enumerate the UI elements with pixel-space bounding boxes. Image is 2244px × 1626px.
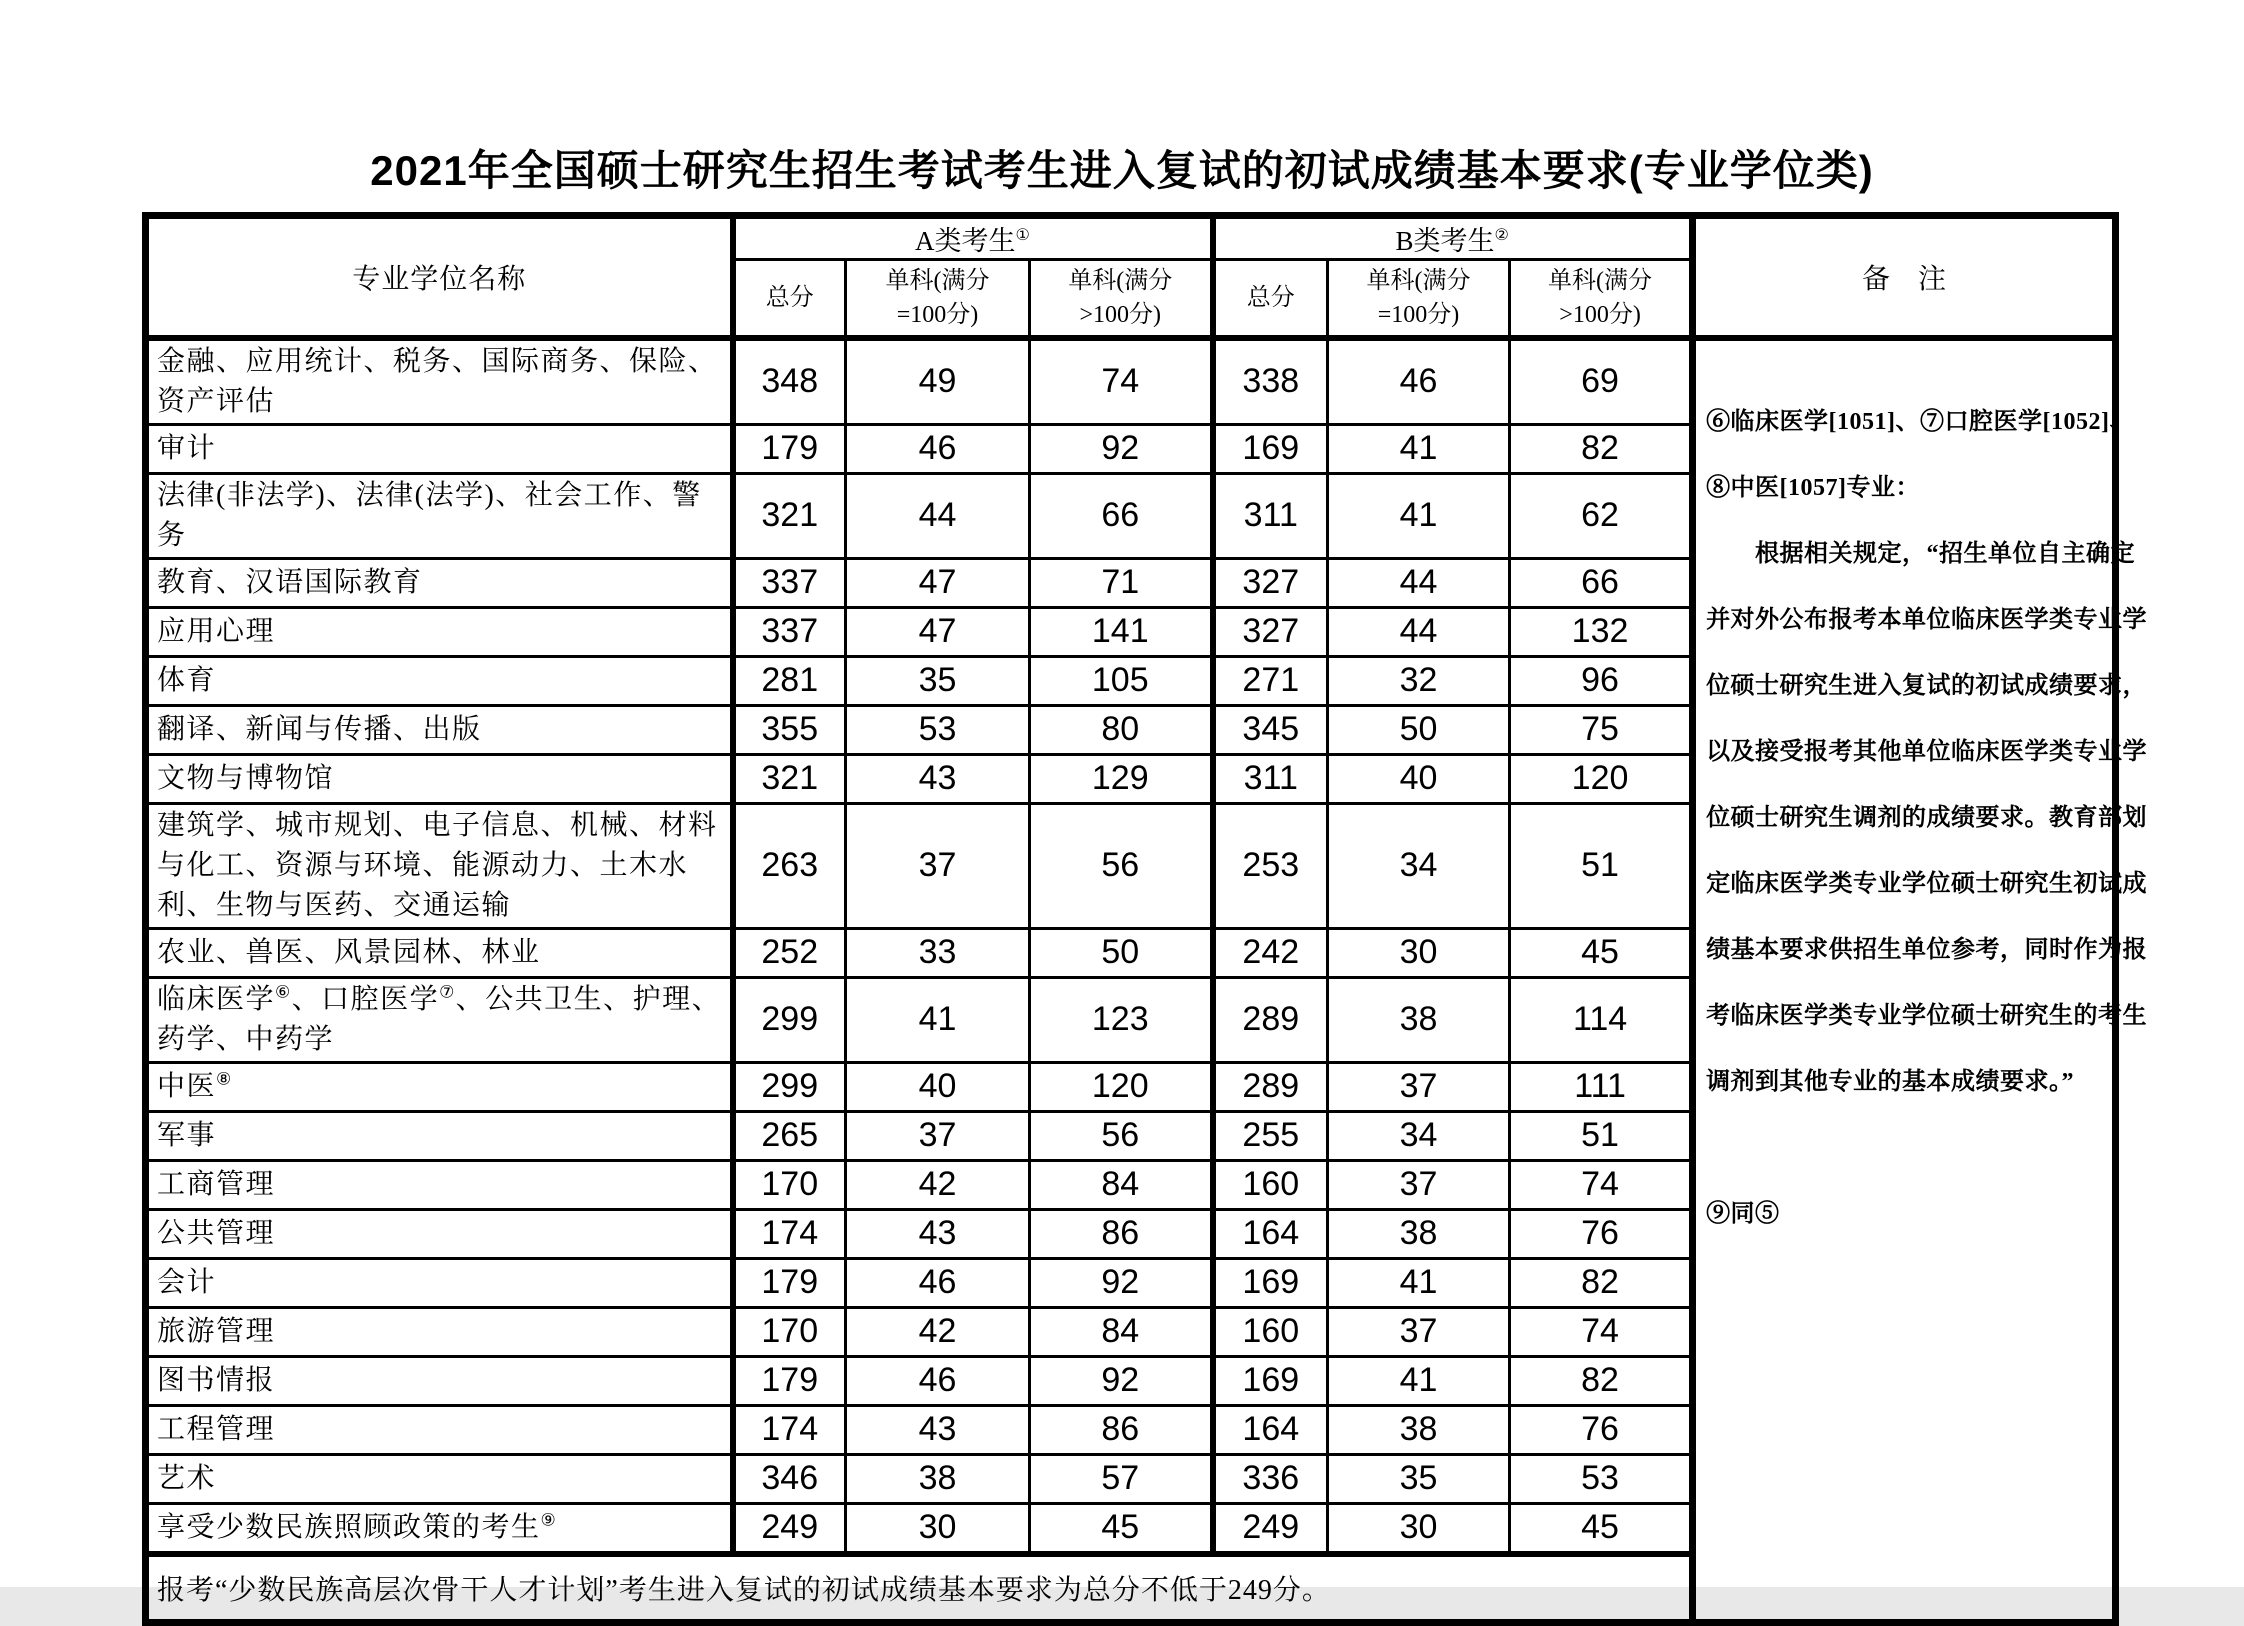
score-cell: 50 xyxy=(1328,705,1510,754)
score-cell: 336 xyxy=(1213,1454,1328,1503)
score-cell: 80 xyxy=(1030,705,1213,754)
remark-line: 考临床医学类专业学位硕士研究生的考生 xyxy=(1706,1002,2148,1029)
score-cell: 346 xyxy=(733,1454,846,1503)
score-cell: 66 xyxy=(1510,558,1693,607)
score-cell: 45 xyxy=(1510,1503,1693,1554)
score-cell: 164 xyxy=(1213,1405,1328,1454)
score-cell: 38 xyxy=(1328,977,1510,1062)
degree-name-cell: 工程管理 xyxy=(146,1405,733,1454)
score-cell: 41 xyxy=(1328,1258,1510,1307)
score-cell: 92 xyxy=(1030,1258,1213,1307)
score-cell: 42 xyxy=(846,1160,1030,1209)
remark-line: 并对外公布报考本单位临床医学类专业学 xyxy=(1706,606,2148,633)
score-cell: 37 xyxy=(1328,1307,1510,1356)
header-single-eq100-a: 单科(满分 =100分) xyxy=(846,260,1030,338)
remark-line: 以及接受报考其他单位临床医学类专业学 xyxy=(1706,738,2148,765)
score-cell: 263 xyxy=(733,803,846,928)
score-cell: 86 xyxy=(1030,1209,1213,1258)
score-cell: 255 xyxy=(1213,1111,1328,1160)
score-cell: 37 xyxy=(1328,1062,1510,1111)
score-cell: 299 xyxy=(733,977,846,1062)
score-cell: 129 xyxy=(1030,754,1213,803)
score-cell: 345 xyxy=(1213,705,1328,754)
score-cell: 44 xyxy=(1328,558,1510,607)
degree-name-cell: 公共管理 xyxy=(146,1209,733,1258)
score-cell: 179 xyxy=(733,1258,846,1307)
header-remarks: 备 注 xyxy=(1693,216,2116,338)
score-cell: 30 xyxy=(846,1503,1030,1554)
remarks-cell xyxy=(1693,338,2148,1623)
score-cell: 170 xyxy=(733,1160,846,1209)
score-cell: 66 xyxy=(1030,473,1213,558)
score-cell: 33 xyxy=(846,928,1030,977)
score-cell: 311 xyxy=(1213,473,1328,558)
score-cell: 41 xyxy=(1328,473,1510,558)
degree-name-cell: 审计 xyxy=(146,424,733,473)
score-cell: 46 xyxy=(1328,338,1510,425)
score-cell: 170 xyxy=(733,1307,846,1356)
score-cell: 43 xyxy=(846,1209,1030,1258)
score-cell: 249 xyxy=(733,1503,846,1554)
degree-name-cell: 法律(非法学)、法律(法学)、社会工作、警务 xyxy=(146,473,733,558)
score-cell: 53 xyxy=(1510,1454,1693,1503)
score-cell: 56 xyxy=(1030,1111,1213,1160)
score-cell: 51 xyxy=(1510,803,1693,928)
score-cell: 120 xyxy=(1030,1062,1213,1111)
score-cell: 71 xyxy=(1030,558,1213,607)
score-cell: 321 xyxy=(733,473,846,558)
score-cell: 34 xyxy=(1328,1111,1510,1160)
score-cell: 43 xyxy=(846,1405,1030,1454)
degree-name-cell: 中医⑧ xyxy=(146,1062,733,1111)
degree-name-cell: 会计 xyxy=(146,1258,733,1307)
score-cell: 76 xyxy=(1510,1209,1693,1258)
score-cell: 49 xyxy=(846,338,1030,425)
score-cell: 50 xyxy=(1030,928,1213,977)
header-group-a: A类考生① xyxy=(733,216,1213,260)
score-cell: 37 xyxy=(846,1111,1030,1160)
score-cell: 43 xyxy=(846,754,1030,803)
score-cell: 35 xyxy=(846,656,1030,705)
score-cell: 169 xyxy=(1213,1356,1328,1405)
score-cell: 160 xyxy=(1213,1160,1328,1209)
footer-note: 报考“少数民族高层次骨干人才计划”考生进入复试的初试成绩基本要求为总分不低于249分。 xyxy=(146,1554,1693,1623)
score-cell: 160 xyxy=(1213,1307,1328,1356)
score-cell: 82 xyxy=(1510,1258,1693,1307)
score-cell: 45 xyxy=(1510,928,1693,977)
score-cell: 47 xyxy=(846,558,1030,607)
score-cell: 34 xyxy=(1328,803,1510,928)
score-cell: 169 xyxy=(1213,424,1328,473)
score-cell: 32 xyxy=(1328,656,1510,705)
score-cell: 40 xyxy=(1328,754,1510,803)
degree-name-cell: 应用心理 xyxy=(146,607,733,656)
score-cell: 37 xyxy=(846,803,1030,928)
score-cell: 74 xyxy=(1510,1307,1693,1356)
score-cell: 289 xyxy=(1213,1062,1328,1111)
score-cell: 123 xyxy=(1030,977,1213,1062)
score-cell: 47 xyxy=(846,607,1030,656)
remark-line: 调剂到其他专业的基本成绩要求。” xyxy=(1706,1068,2075,1095)
score-cell: 105 xyxy=(1030,656,1213,705)
score-cell: 53 xyxy=(846,705,1030,754)
score-cell: 69 xyxy=(1510,338,1693,425)
score-cell: 92 xyxy=(1030,1356,1213,1405)
score-cell: 327 xyxy=(1213,607,1328,656)
score-cell: 96 xyxy=(1510,656,1693,705)
score-cell: 242 xyxy=(1213,928,1328,977)
score-cell: 57 xyxy=(1030,1454,1213,1503)
degree-name-cell: 旅游管理 xyxy=(146,1307,733,1356)
score-cell: 44 xyxy=(846,473,1030,558)
score-cell: 132 xyxy=(1510,607,1693,656)
header-single-eq100-b: 单科(满分 =100分) xyxy=(1328,260,1510,338)
header-total-a: 总分 xyxy=(733,260,846,338)
score-cell: 37 xyxy=(1328,1160,1510,1209)
score-cell: 141 xyxy=(1030,607,1213,656)
score-cell: 179 xyxy=(733,1356,846,1405)
degree-name-cell: 翻译、新闻与传播、出版 xyxy=(146,705,733,754)
score-cell: 62 xyxy=(1510,473,1693,558)
header-degree-name: 专业学位名称 xyxy=(146,216,733,338)
score-cell: 253 xyxy=(1213,803,1328,928)
table-row xyxy=(146,338,2116,425)
score-cell: 289 xyxy=(1213,977,1328,1062)
score-cell: 337 xyxy=(733,558,846,607)
score-cell: 41 xyxy=(846,977,1030,1062)
score-cell: 44 xyxy=(1328,607,1510,656)
score-cell: 164 xyxy=(1213,1209,1328,1258)
degree-name-cell: 工商管理 xyxy=(146,1160,733,1209)
score-cell: 46 xyxy=(846,1258,1030,1307)
score-cell: 38 xyxy=(1328,1209,1510,1258)
remark-line: 绩基本要求供招生单位参考，同时作为报 xyxy=(1706,936,2148,963)
score-cell: 120 xyxy=(1510,754,1693,803)
remark-line: ⑧中医[1057]专业： xyxy=(1706,474,1921,501)
score-cell: 30 xyxy=(1328,928,1510,977)
score-cell: 271 xyxy=(1213,656,1328,705)
score-cell: 84 xyxy=(1030,1307,1213,1356)
degree-name-cell: 临床医学⑥、口腔医学⑦、公共卫生、护理、药学、中药学 xyxy=(146,977,733,1062)
page-title: 2021年全国硕士研究生招生考试考生进入复试的初试成绩基本要求(专业学位类) xyxy=(370,147,1874,194)
header-single-gt100-b: 单科(满分 >100分) xyxy=(1510,260,1693,338)
header-single-gt100-a: 单科(满分 >100分) xyxy=(1030,260,1213,338)
degree-name-cell: 军事 xyxy=(146,1111,733,1160)
score-cell: 338 xyxy=(1213,338,1328,425)
score-cell: 321 xyxy=(733,754,846,803)
score-cell: 75 xyxy=(1510,705,1693,754)
degree-name-cell: 金融、应用统计、税务、国际商务、保险、资产评估 xyxy=(146,338,733,425)
score-cell: 86 xyxy=(1030,1405,1213,1454)
remark-line: ⑥临床医学[1051]、⑦口腔医学[1052]、 xyxy=(1706,408,2135,435)
score-cell: 249 xyxy=(1213,1503,1328,1554)
score-cell: 252 xyxy=(733,928,846,977)
score-cell: 74 xyxy=(1510,1160,1693,1209)
score-cell: 45 xyxy=(1030,1503,1213,1554)
score-cell: 46 xyxy=(846,424,1030,473)
remark-line: 根据相关规定，“招生单位自主确定 xyxy=(1706,540,2136,567)
score-cell: 265 xyxy=(733,1111,846,1160)
score-cell: 82 xyxy=(1510,1356,1693,1405)
score-cell: 327 xyxy=(1213,558,1328,607)
score-cell: 51 xyxy=(1510,1111,1693,1160)
degree-name-cell: 图书情报 xyxy=(146,1356,733,1405)
score-cell: 169 xyxy=(1213,1258,1328,1307)
header-total-b: 总分 xyxy=(1213,260,1328,338)
degree-name-cell: 教育、汉语国际教育 xyxy=(146,558,733,607)
score-cell: 311 xyxy=(1213,754,1328,803)
score-cell: 35 xyxy=(1328,1454,1510,1503)
degree-name-cell: 艺术 xyxy=(146,1454,733,1503)
score-cell: 74 xyxy=(1030,338,1213,425)
score-cell: 40 xyxy=(846,1062,1030,1111)
score-cell: 92 xyxy=(1030,424,1213,473)
score-cell: 38 xyxy=(846,1454,1030,1503)
score-cell: 56 xyxy=(1030,803,1213,928)
score-cell: 41 xyxy=(1328,1356,1510,1405)
score-cell: 82 xyxy=(1510,424,1693,473)
score-cell: 38 xyxy=(1328,1405,1510,1454)
degree-name-cell: 享受少数民族照顾政策的考生⑨ xyxy=(146,1503,733,1554)
degree-name-cell: 建筑学、城市规划、电子信息、机械、材料与化工、资源与环境、能源动力、土木水利、生物与医药、交通运输 xyxy=(146,803,733,928)
score-cell: 41 xyxy=(1328,424,1510,473)
score-cell: 30 xyxy=(1328,1503,1510,1554)
remark-line: 位硕士研究生调剂的成绩要求。教育部划 xyxy=(1706,804,2148,831)
score-cell: 46 xyxy=(846,1356,1030,1405)
remark-line: 位硕士研究生进入复试的初试成绩要求， xyxy=(1706,672,2148,699)
degree-name-cell: 体育 xyxy=(146,656,733,705)
score-cell: 174 xyxy=(733,1209,846,1258)
score-cell: 76 xyxy=(1510,1405,1693,1454)
score-requirements-table xyxy=(142,212,2148,1626)
remark-line: ⑨同⑤ xyxy=(1706,1200,1780,1227)
degree-name-cell: 文物与博物馆 xyxy=(146,754,733,803)
header-group-b: B类考生② xyxy=(1213,216,1693,260)
score-cell: 42 xyxy=(846,1307,1030,1356)
score-cell: 355 xyxy=(733,705,846,754)
score-cell: 111 xyxy=(1510,1062,1693,1111)
score-cell: 174 xyxy=(733,1405,846,1454)
degree-name-cell: 农业、兽医、风景园林、林业 xyxy=(146,928,733,977)
remark-line: 定临床医学类专业学位硕士研究生初试成 xyxy=(1706,870,2148,897)
score-cell: 179 xyxy=(733,424,846,473)
header-row-groups xyxy=(146,216,2116,260)
score-cell: 84 xyxy=(1030,1160,1213,1209)
score-cell: 299 xyxy=(733,1062,846,1111)
score-cell: 281 xyxy=(733,656,846,705)
score-cell: 337 xyxy=(733,607,846,656)
score-cell: 114 xyxy=(1510,977,1693,1062)
remark-line xyxy=(1706,1115,2108,1181)
score-cell: 348 xyxy=(733,338,846,425)
